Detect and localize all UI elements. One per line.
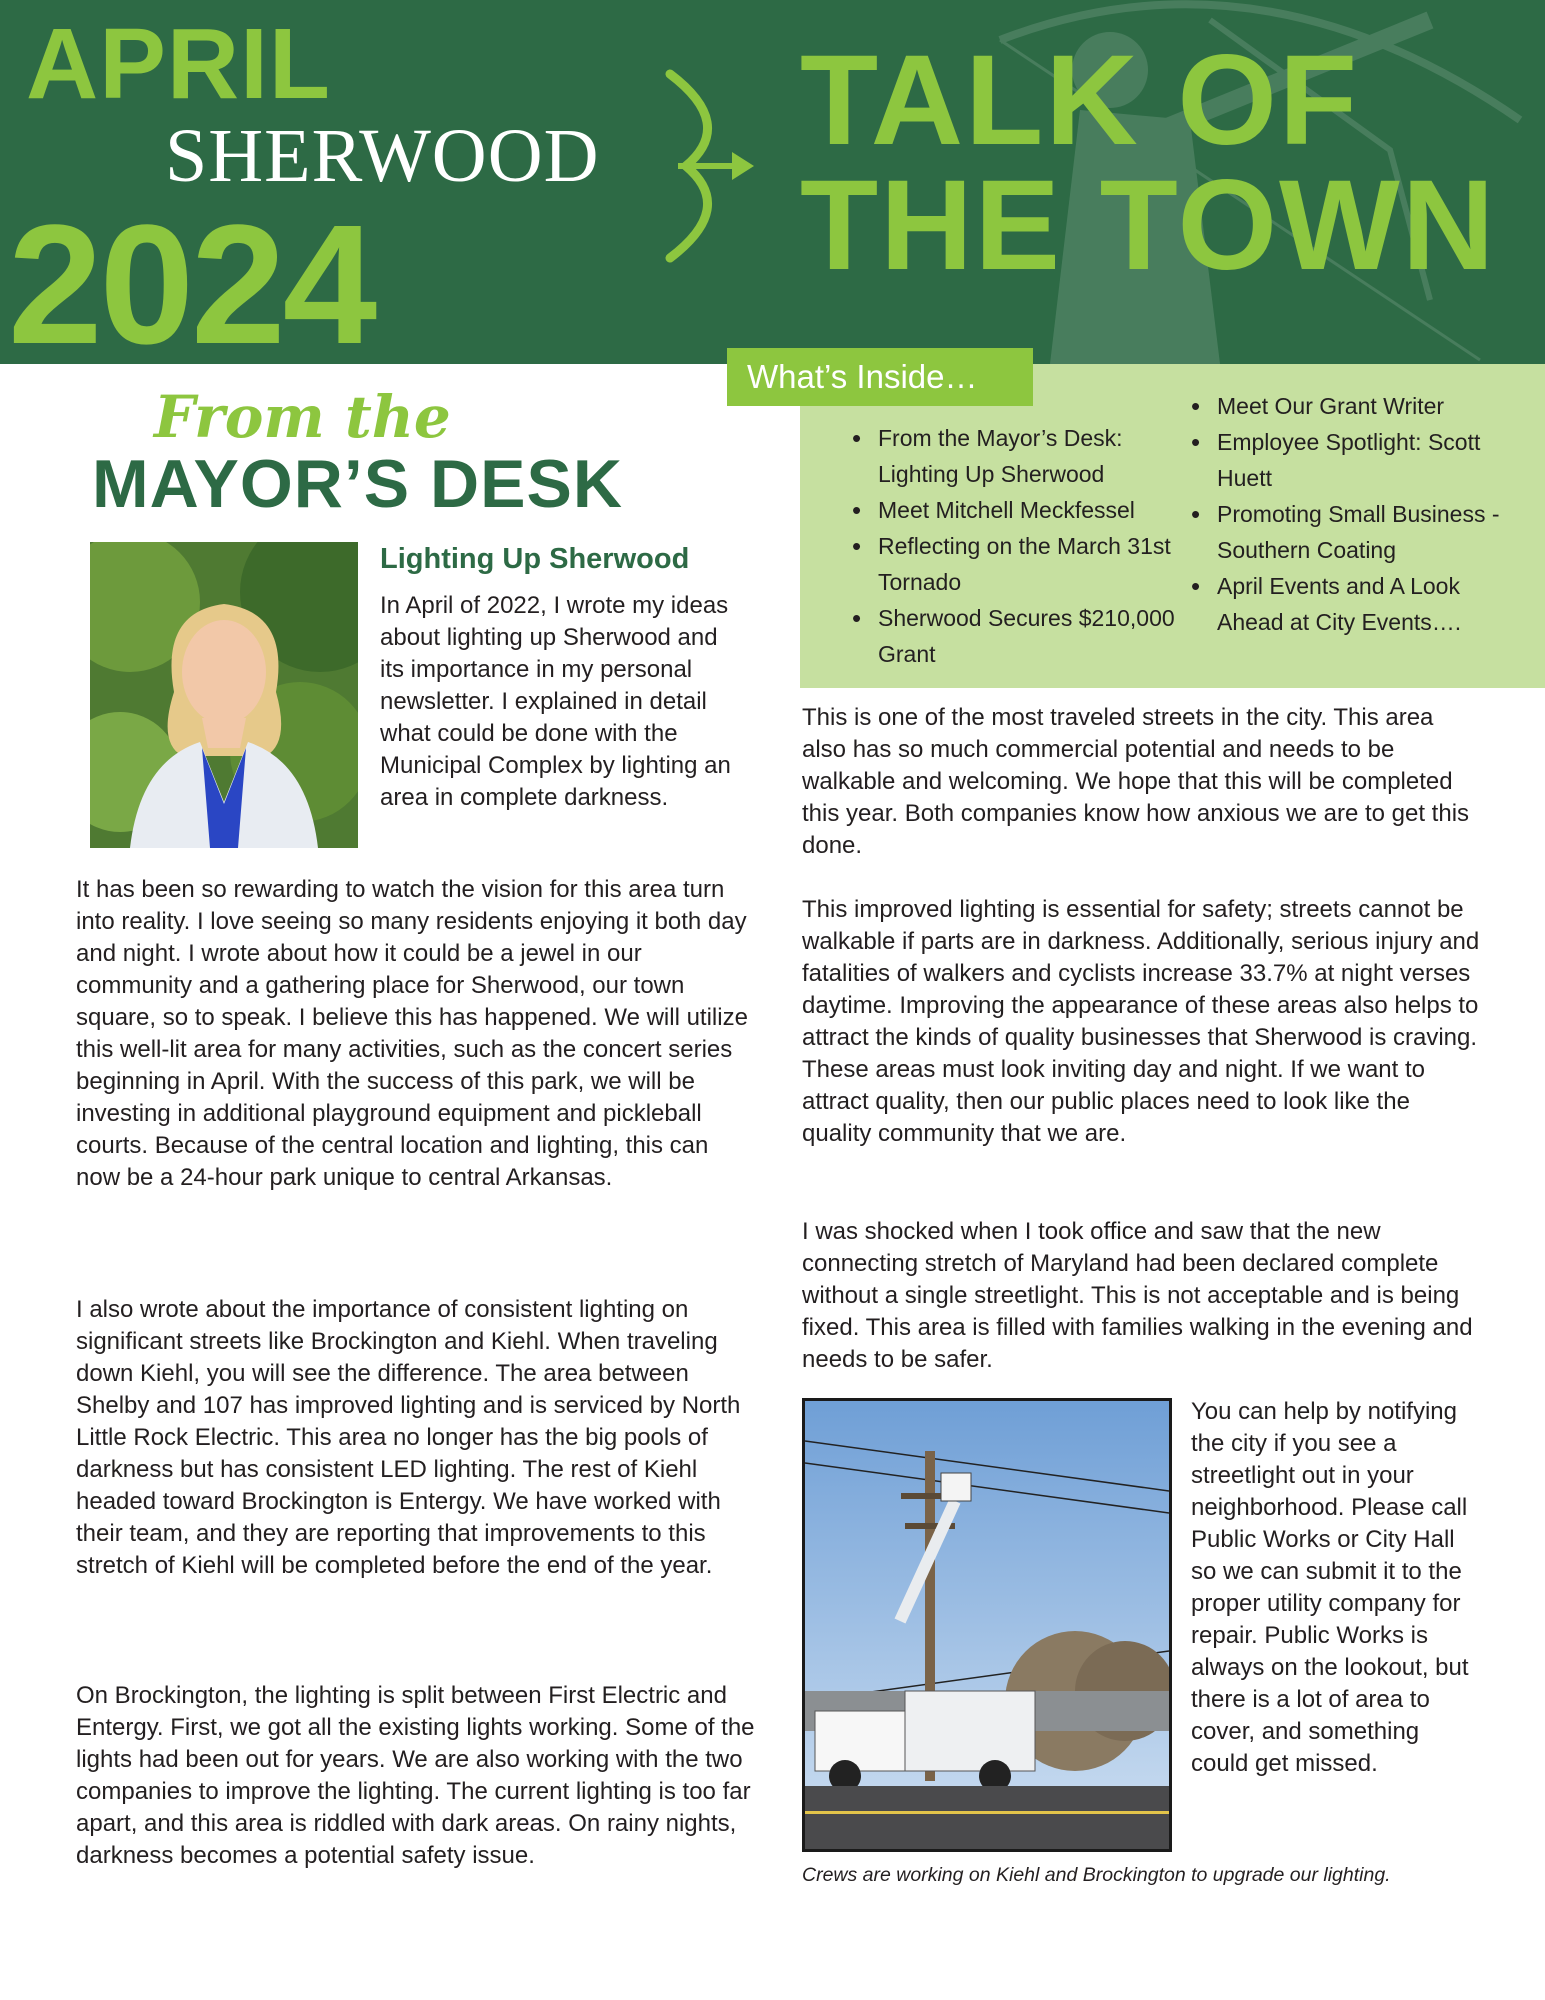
city-name: SHERWOOD [165,114,600,198]
list-item: • Meet Our Grant Writer [1185,388,1515,424]
crew-photo [802,1398,1172,1852]
article-paragraph: This improved lighting is essential for safety; streets cannot be walkable if parts are in darkness. Additionally, serious injury and fatalities of walkers and cyclists increase 33.7% at night verses daytime. Improving the appearance of these areas also helps to attract the kinds of quality businesses that Sherwood is craving. These areas must look inviting day and night. If we want to attract quality, then our public places need to look like the quality community that we are. [802,896,1480,1147]
article-paragraph: I was shocked when I took office and saw that the new connecting stretch of Maryland had been declared complete without a single streetlight. This is not acceptable and is being fixed. This area is filled with families walking in the evening and needs to be safer. [802,1218,1473,1373]
article-paragraph: You can help by notifying the city if you see a streetlight out in your neighborhood. Please call Public Works or City Hall so we can submit it to the proper utility company for repair. Public Works is always on the lookout, but there is a lot of area to cover, and something could get missed. [1191,1398,1469,1777]
article-intro: In April of 2022, I wrote my ideas about lighting up Sherwood and its importance in my personal newsletter. I explained in detail what could be done with the Municipal Complex by lighting an area in complete darkness. [380,592,731,811]
list-item: • Employee Spotlight: Scott Huett [1185,424,1515,496]
list-item: • From the Mayor’s Desk: Lighting Up Sherwood [846,420,1186,492]
bow-arrow-icon [658,66,758,266]
section-kicker: From the [154,383,451,451]
list-item: • Meet Mitchell Meckfessel [846,492,1186,528]
list-item: • April Events and A Look Ahead at City Events…. [1185,568,1515,640]
photo-caption: Crews are working on Kiehl and Brockington to upgrade our lighting. [802,1864,1391,1886]
title-line-2: THE TOWN [800,154,1497,298]
title-line-1: TALK OF [800,29,1360,172]
issue-year: 2024 [8,190,375,364]
whats-inside-heading: What’s Inside… [727,348,1033,406]
header-banner [0,0,1545,364]
list-item: • Promoting Small Business - Southern Coating [1185,496,1515,568]
list-item: • Reflecting on the March 31st Tornado [846,528,1186,600]
issue-month: APRIL [26,8,331,120]
whats-inside-list-a [846,420,1186,672]
article-paragraph: On Brockington, the lighting is split between First Electric and Entergy. First, we got all the existing lights working. Some of the lights had been out for years. We are also working with the two companies to improve the lighting. The current lighting is too far apart, and this area is riddled with dark areas. On rainy nights, darkness becomes a potential safety issue. [76,1682,755,1869]
whats-inside-list-b [1185,388,1515,640]
mayor-photo [90,542,358,848]
section-title: MAYOR’S DESK [92,446,623,522]
article-paragraph: It has been so rewarding to watch the vision for this area turn into reality. I love seeing so many residents enjoying it both day and night. I wrote about how it could be a jewel in our community and a gathering place for Sherwood, our town square, so to speak. I believe this has happened. We will utilize this well-lit area for many activities, such as the concert series beginning in April. With the success of this park, we will be investing in additional playground equipment and pickleball courts. Because of the central location and lighting, this can now be a 24-hour park unique to central Arkansas. [76,876,748,1191]
article-paragraph: This is one of the most traveled streets in the city. This area also has so much commercial potential and needs to be walkable and welcoming. We hope that this will be completed this year. Both companies know how anxious we are to get this done. [802,704,1470,859]
list-item: • Sherwood Secures $210,000 Grant [846,600,1186,672]
article-paragraph: I also wrote about the importance of consistent lighting on significant streets like Brockington and Kiehl. When traveling down Kiehl, you will see the difference. The area between Shelby and 107 has improved lighting and is serviced by North Little Rock Electric. This area no longer has the big pools of darkness but has consistent LED lighting. The rest of Kiehl headed toward Brockington is Entergy. We have worked with their team, and they are reporting that improvements to this stretch of Kiehl will be completed before the end of the year. [76,1296,741,1579]
newsletter-title [800,29,1497,298]
article-title: Lighting Up Sherwood [380,543,690,575]
